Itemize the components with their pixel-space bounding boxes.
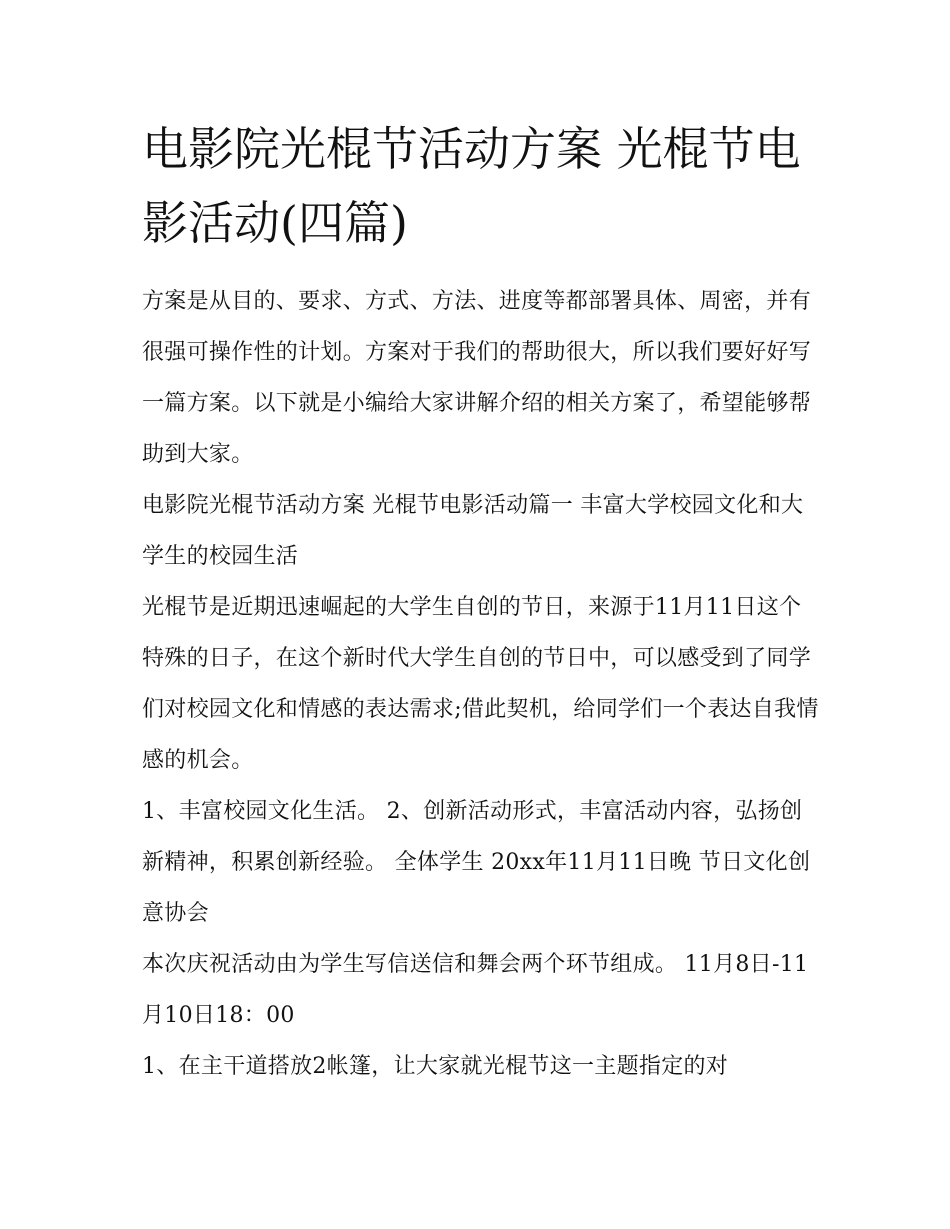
paragraph-purpose: 1、丰富校园文化生活。 2、创新活动形式，丰富活动内容，弘扬创新精神，积累创新经验。 全体学生 20xx年11月11日晚 节日文化创意协会 [142,799,811,926]
paragraph-intro: 方案是从目的、要求、方式、方法、进度等都部署具体、周密，并有很强可操作性的计划。方案对于我们的帮助很大，所以我们要好好写一篇方案。以下就是小编给大家讲解介绍的相关方案了，希望能够帮助到大家。 [142,289,812,467]
paragraph-background: 光棍节是近期迅速崛起的大学生自创的节日，来源于11月11日这个特殊的日子，在这个新时代大学生自创的节日中，可以感受到了同学们对校园文化和情感的表达需求;借此契机，给同学们一个表达自我情感的机会。 [142,595,819,773]
document-title: 电影院光棍节活动方案 光棍节电影活动(四篇) [142,122,801,250]
document-body [142,276,822,1092]
paragraph-section-heading: 电影院光棍节活动方案 光棍节电影活动篇一 丰富大学校园文化和大学生的校园生活 [142,493,804,569]
paragraph-activity: 本次庆祝活动由为学生写信送信和舞会两个环节组成。 11月8日-11月10日18：00 [142,952,809,1028]
paragraph-step-one: 1、在主干道搭放2帐篷，让大家就光棍节这一主题指定的对 [142,1054,729,1079]
